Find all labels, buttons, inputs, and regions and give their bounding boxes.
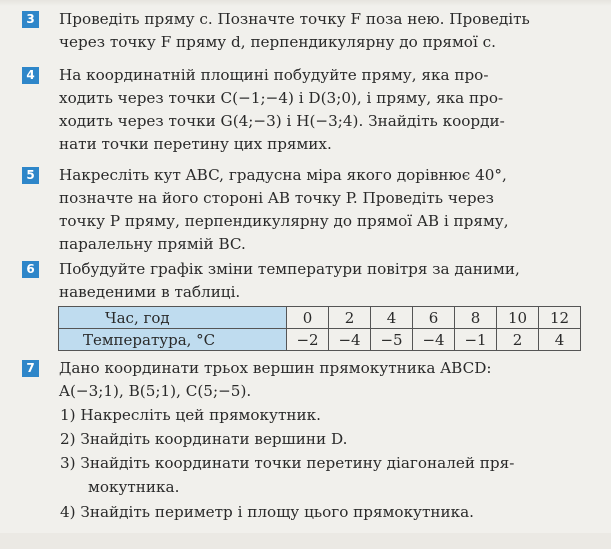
problem-text-line: A(−3;1), B(5;1), C(5;−5). [59,382,252,400]
table-cell: 4 [371,307,413,329]
problem-text-line: ходить через точки C(−1;−4) і D(3;0), і пряму, яка про- [59,89,504,107]
problem-number-badge: 6 [22,261,39,278]
table-cell: 6 [413,307,455,329]
problem-text-line: нати точки перетину цих прямих. [59,135,332,153]
problem-5 [22,164,592,256]
bottom-shadow-strip [0,533,611,549]
table-header-time: Час, год [59,307,287,329]
table-cell: 2 [329,307,371,329]
problem-text-line: Накресліть кут ABC, градусна міра якого дорівнює 40°, [59,166,507,184]
table-cell: −4 [329,329,371,351]
problem-6 [22,258,592,304]
table-cell: −4 [413,329,455,351]
problem-7 [22,357,592,403]
problem-text-line: позначте на його стороні AB точку P. Проведіть через [59,189,494,207]
problem-text-line: Побудуйте графік зміни температури повітря за даними, [59,260,520,278]
problem-number-badge: 4 [22,67,39,84]
problem-text-line: наведеними в таблиці. [59,283,241,301]
subtask-2: 2) Знайдіть координати вершини D. [60,430,348,448]
problem-text-line: На координатній площині побудуйте пряму, яка про- [59,66,489,84]
temperature-table [58,306,581,351]
subtask-3-continuation: мокутника. [88,478,180,496]
problem-text-line: паралельну прямій BC. [59,235,246,253]
table-cell: 10 [497,307,539,329]
problem-text-line: Проведіть пряму c. Позначте точку F поза нею. Проведіть [59,10,530,28]
temperature-table-wrap [58,306,581,351]
problem-4 [22,64,592,156]
table-cell: 2 [497,329,539,351]
table-row-time [59,307,581,329]
problem-3 [22,8,592,54]
problem-text-line: Дано координати трьох вершин прямокутника ABCD: [59,359,492,377]
problem-text-line: ходить через точки G(4;−3) і H(−3;4). Знайдіть коорди- [59,112,505,130]
problem-number-badge: 5 [22,167,39,184]
table-cell: 4 [539,329,581,351]
table-header-temperature: Температура, °C [59,329,287,351]
problem-number-badge: 7 [22,360,39,377]
table-cell: 8 [455,307,497,329]
subtask-4: 4) Знайдіть периметр і площу цього прямокутника. [60,503,475,521]
subtask-1: 1) Накресліть цей прямокутник. [60,406,321,424]
table-cell: −1 [455,329,497,351]
table-cell: −2 [287,329,329,351]
problem-text-line: точку P пряму, перпендикулярну до прямої AB і пряму, [59,212,509,230]
table-cell: 0 [287,307,329,329]
table-cell: −5 [371,329,413,351]
table-cell: 12 [539,307,581,329]
subtask-3: 3) Знайдіть координати точки перетину діагоналей пря- [60,454,515,472]
problem-number-badge: 3 [22,11,39,28]
problem-text-line: через точку F пряму d, перпендикулярну до прямої c. [59,33,496,51]
table-row-temperature [59,329,581,351]
